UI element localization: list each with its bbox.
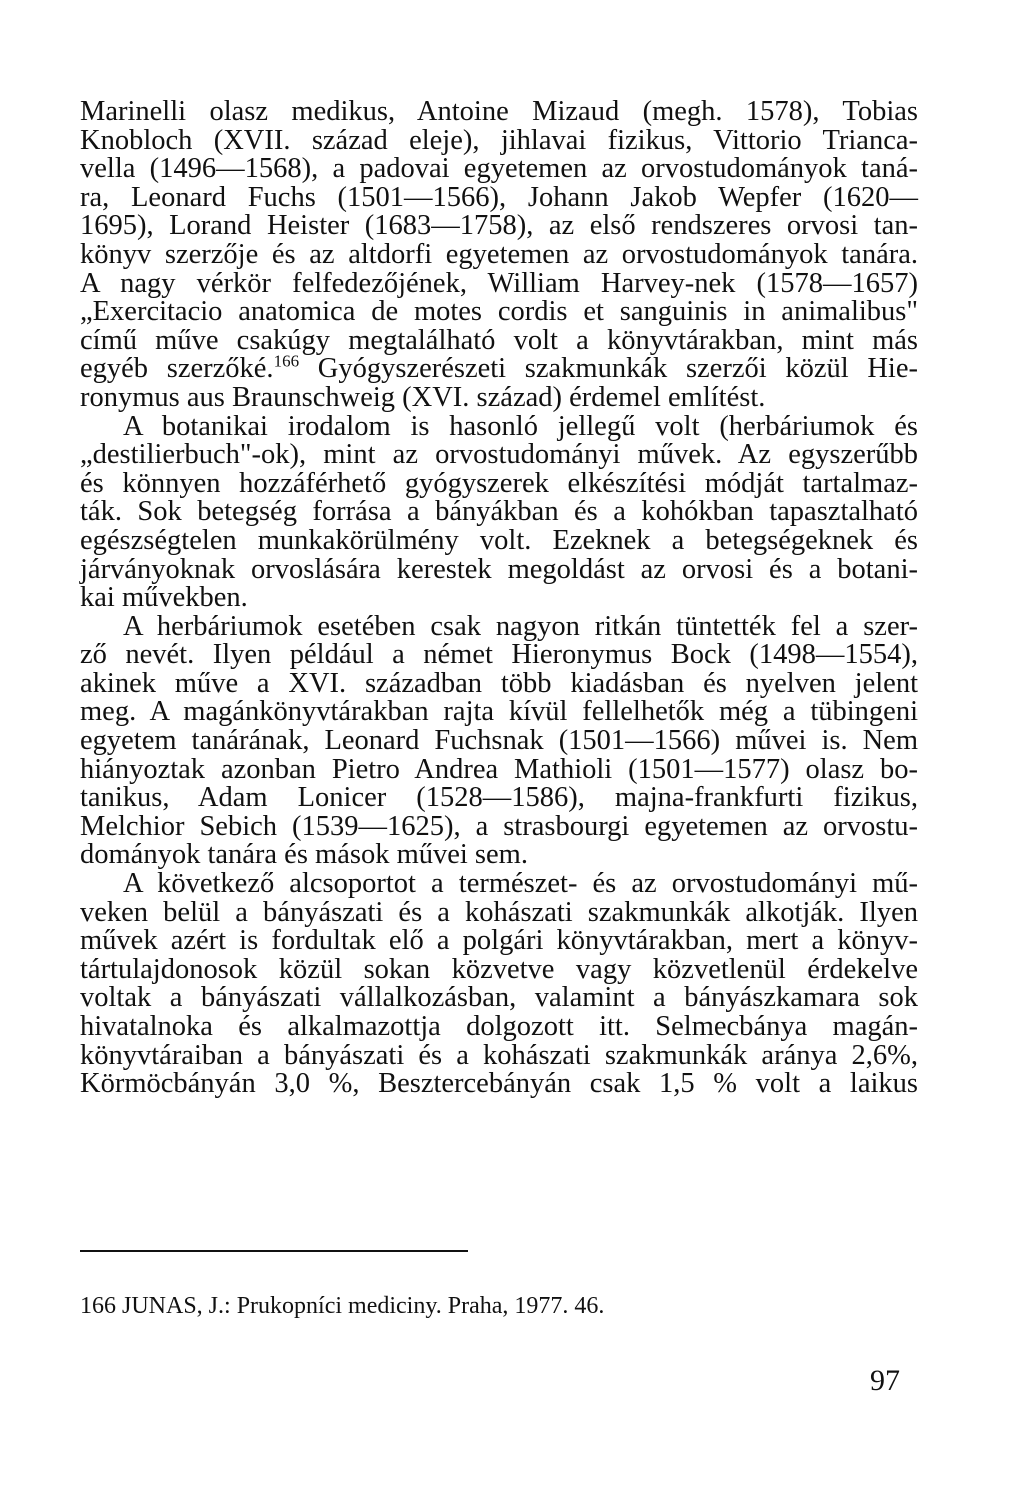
text-line: Melchior Sebich (1539—1625), a strasbourgi egyetemen az orvostu- — [80, 810, 918, 842]
text-line: egészségtelen munkakörülmény volt. Ezeknek a betegségeknek és — [80, 524, 918, 556]
footnote-divider — [80, 1250, 468, 1252]
text-line: A botanikai irodalom is hasonló jellegű volt (herbáriumok és — [123, 410, 918, 442]
text-line: Knobloch (XVII. század eleje), jihlavai fizikus, Vittorio Trianca- — [80, 124, 918, 156]
text-line: A nagy vérkör felfedezőjének, William Harvey-nek (1578—1657) — [80, 267, 918, 299]
text-line: vella (1496—1568), a padovai egyetemen az orvostudományok taná- — [80, 153, 918, 185]
paragraph-4 — [80, 870, 918, 1099]
text-line: „destilierbuch"-ok), mint az orvostudományi művek. Az egyszerűbb — [80, 439, 918, 471]
text-line: egyetem tanárának, Leonard Fuchsnak (1501—1566) művei is. Nem — [80, 725, 918, 757]
paragraph-3 — [80, 610, 918, 871]
page-number: 97 — [870, 1364, 900, 1397]
text-line: veken belül a bányászati és a kohászati szakmunkák alkotják. Ilyen — [80, 896, 918, 928]
text-segment: Gyógyszerészeti szakmunkák szerzői közül Hie- — [299, 353, 918, 385]
text-line: voltak a bányászati vállalkozásban, valamint a bányászkamara sok — [80, 982, 918, 1014]
text-line: ronymus aus Braunschweig (XVI. század) érdemel említést. — [80, 381, 766, 413]
text-line: meg. A magánkönyvtárakban rajta kívül fellelhetők még a tübingeni — [80, 696, 918, 728]
text-line: Marinelli olasz medikus, Antoine Mizaud (megh. 1578), Tobias — [80, 96, 918, 127]
text-line: ra, Leonard Fuchs (1501—1566), Johann Jakob Wepfer (1620— — [80, 181, 918, 213]
text-line-with-footnote-ref — [80, 351, 918, 385]
text-line: ző nevét. Ilyen például a német Hieronymus Bock (1498—1554), — [80, 639, 918, 671]
text-line: akinek műve a XVI. században több kiadásban és nyelven jelent — [80, 667, 918, 699]
text-line: és könnyen hozzáférhető gyógyszerek elkészítési módját tartalmaz- — [80, 467, 918, 499]
text-line: könyv szerzője és az altdorfi egyetemen az orvostudományok tanára. — [80, 238, 918, 270]
text-line: című műve csakúgy megtalálható volt a könyvtárakban, mint más — [80, 324, 918, 356]
paragraph-2 — [80, 410, 918, 614]
text-line: „Exercitacio anatomica de motes cordis et sanguinis in animalibus" — [80, 296, 918, 328]
text-line: művek azért is fordultak elő a polgári könyvtárakban, mert a könyv- — [80, 925, 918, 957]
footnote-reference: 166 — [273, 351, 300, 371]
text-segment: egyéb szerzőké. — [80, 353, 274, 385]
text-line: könyvtáraiban a bányászati és a kohászati szakmunkák aránya 2,6%, — [80, 1039, 918, 1071]
paragraph-1 — [80, 98, 918, 413]
text-line: hiányoztak azonban Pietro Andrea Mathioli (1501—1577) olasz bo- — [80, 753, 918, 785]
footnote: 166 JUNAS, J.: Prukopníci mediciny. Praha, 1977. 46. — [80, 1293, 605, 1319]
text-line: dományok tanára és mások művei sem. — [80, 839, 528, 871]
text-line: Körmöcbányán 3,0 %, Besztercebányán csak 1,5 % volt a laikus — [80, 1068, 918, 1100]
text-line: ták. Sok betegség forrása a bányákban és a kohókban tapasztalható — [80, 496, 918, 528]
body-text — [80, 98, 918, 1099]
text-line: járványoknak orvoslására kerestek megoldást az orvosi és a botani- — [80, 553, 918, 585]
text-line: A herbáriumok esetében csak nagyon ritkán tüntették fel a szer- — [123, 610, 918, 642]
text-line: kai művekben. — [80, 582, 248, 614]
text-line: hivatalnoka és alkalmazottja dolgozott itt. Selmecbánya magán- — [80, 1011, 918, 1042]
text-line: tanikus, Adam Lonicer (1528—1586), majna-frankfurti fizikus, — [80, 782, 918, 814]
text-line: 1695), Lorand Heister (1683—1758), az első rendszeres orvosi tan- — [80, 210, 918, 242]
text-line: tártulajdonosok közül sokan közvetve vagy közvetlenül érdekelve — [80, 953, 918, 985]
text-line: A következő alcsoportot a természet- és az orvostudományi mű- — [123, 868, 918, 900]
